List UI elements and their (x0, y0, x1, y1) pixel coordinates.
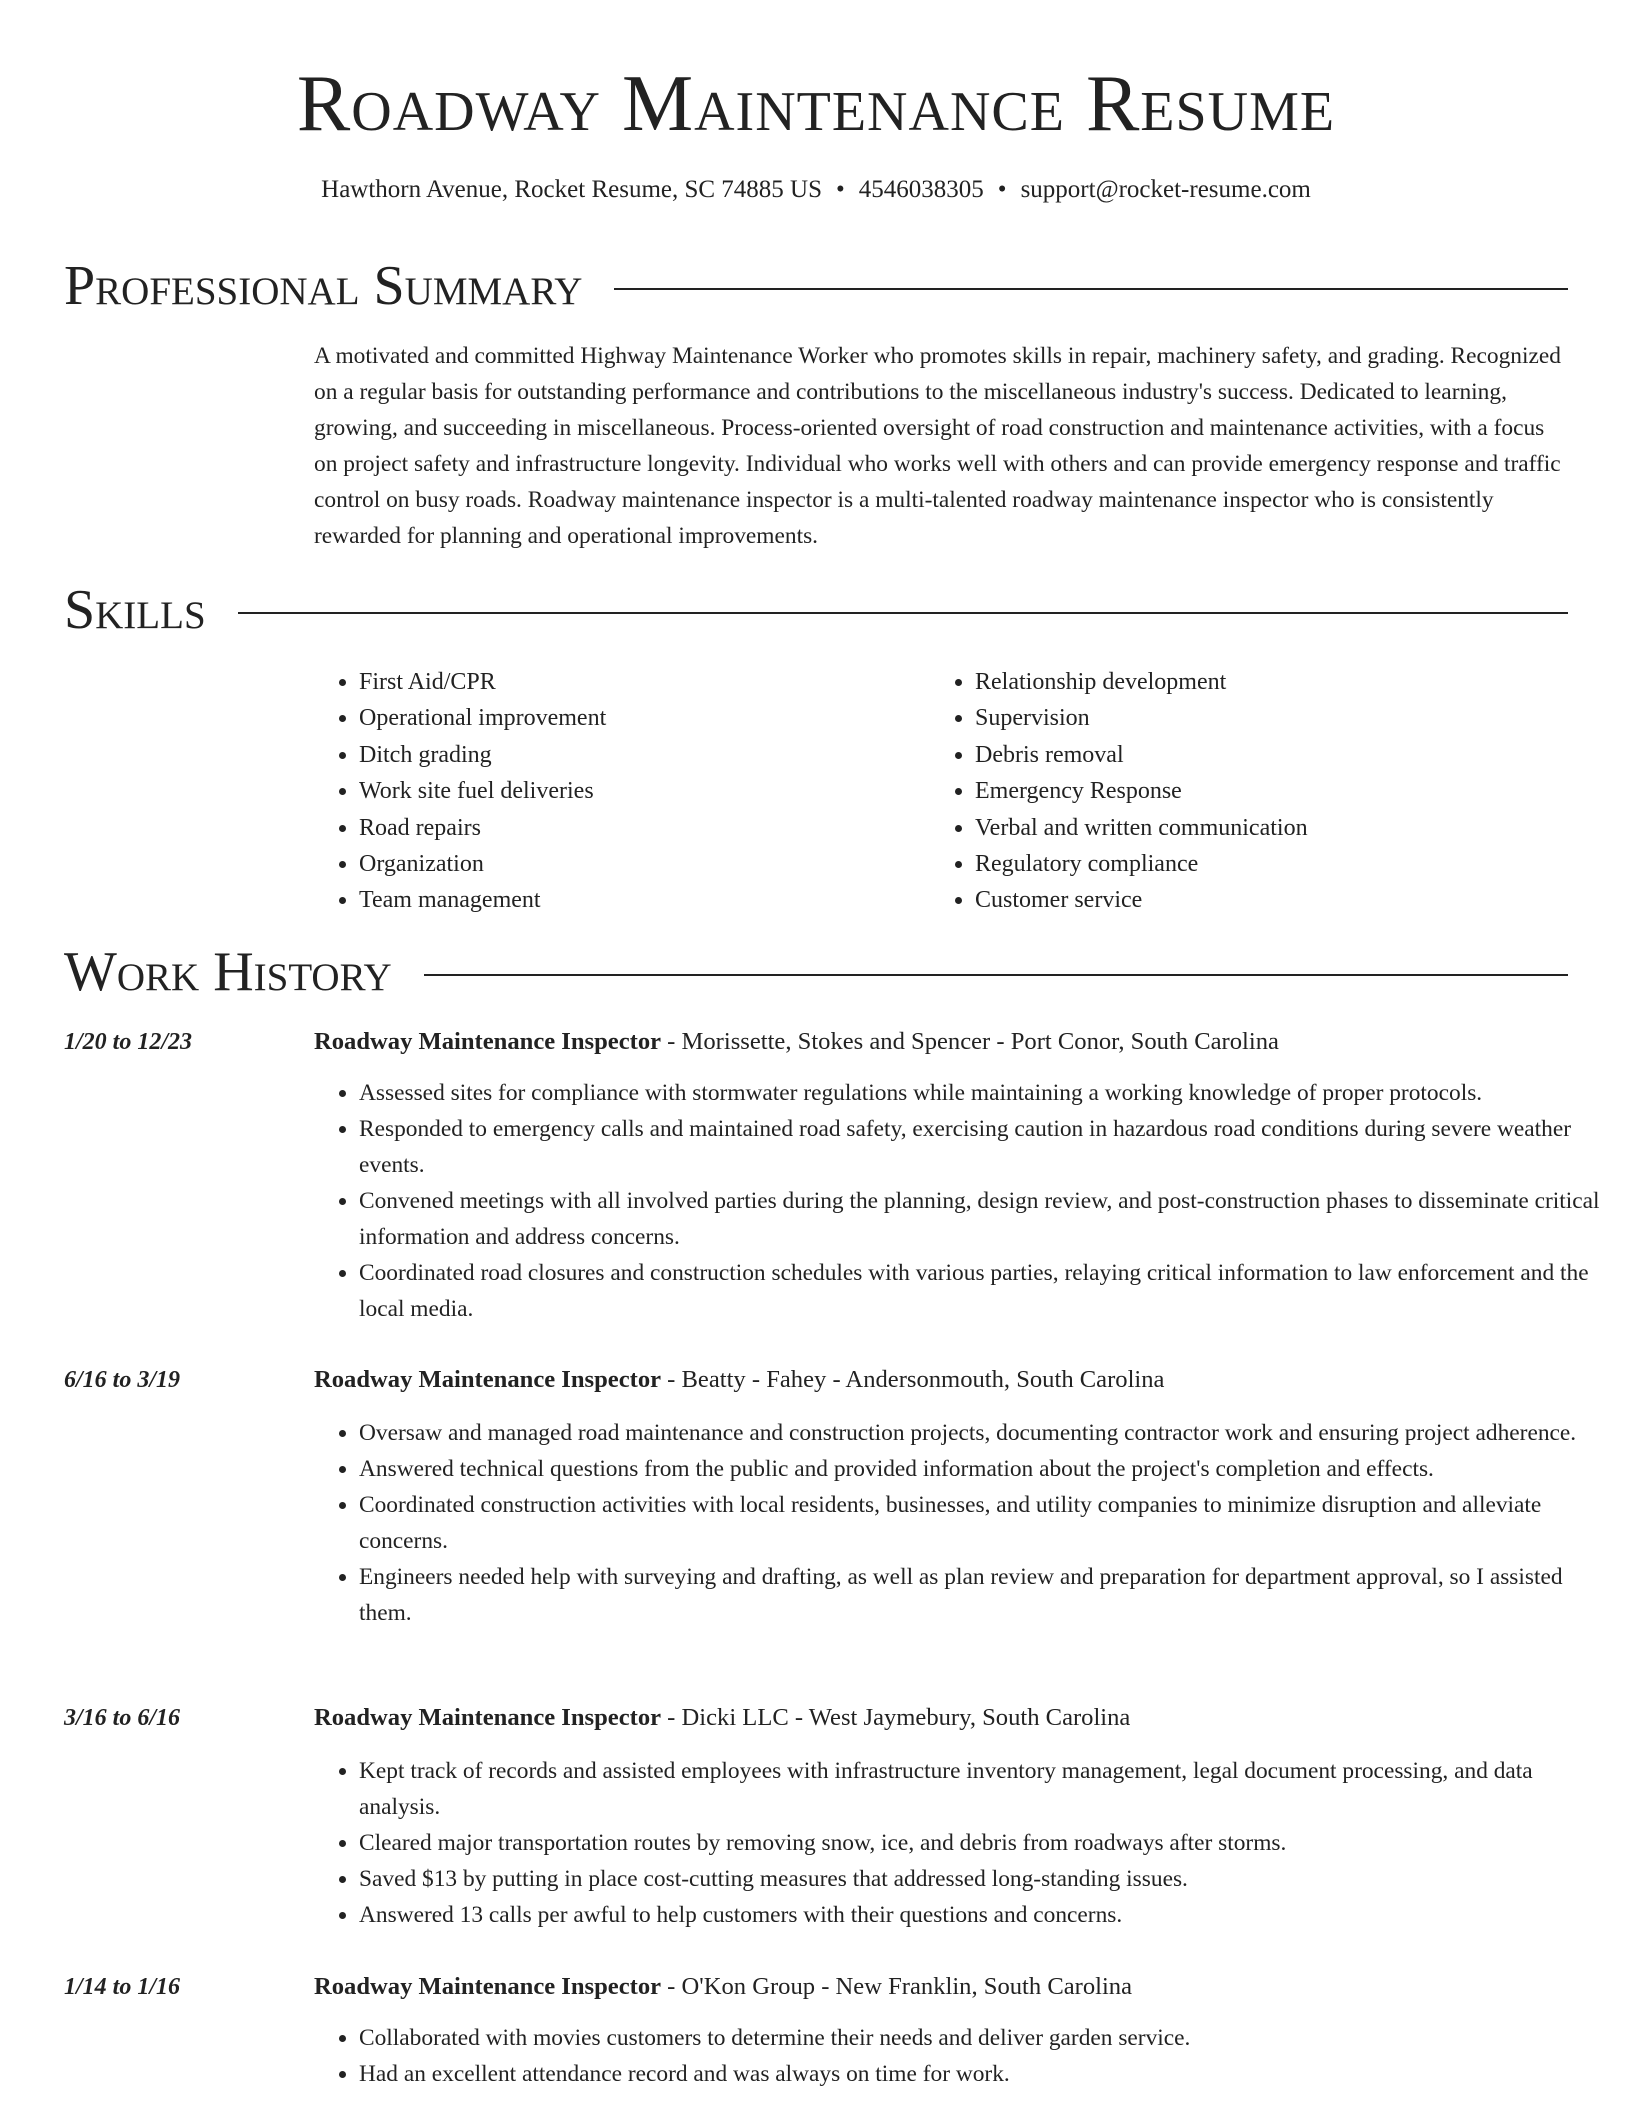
section-title: Work History (64, 941, 392, 1003)
job-dates: 1/14 to 1/16 (64, 1974, 181, 2000)
job-bullet: • Engineers needed help with surveying and drafting, as well as plan review and preparation for department approval, so I assisted them. (359, 1559, 1613, 1631)
skills-list-right (930, 664, 1595, 919)
skill-item: • Supervision (975, 700, 1595, 736)
skill-item: • Work site fuel deliveries (359, 773, 929, 809)
section-divider (614, 288, 1568, 290)
skill-item: • Verbal and written communication (975, 810, 1595, 846)
job-bullet: • Assessed sites for compliance with stormwater regulations while maintaining a working knowledge of proper protocols. (359, 1075, 1613, 1111)
job-bullet: • Cleared major transportation routes by removing snow, ice, and debris from roadways after storms. (359, 1825, 1613, 1861)
section-header-work (64, 940, 1568, 1004)
job-dates: 3/16 to 6/16 (64, 1705, 181, 1731)
skill-item: • Ditch grading (359, 737, 929, 773)
skill-item: • Regulatory compliance (975, 846, 1595, 882)
job-bullet-list (314, 1753, 1613, 1933)
summary-text: A motivated and committed Highway Maintenance Worker who promotes skills in repair, machinery safety, and grading. Recognized on a regular basis for outstanding performance and contributions to the miscellaneous industry's success. Dedicated to learning, growing, and succeeding in miscellaneous. Process-oriented oversight of road construction and maintenance activities, with a focus on project safety and infrastructure longevity. Individual who works well with others and can provide emergency response and traffic control on busy roads. Roadway maintenance inspector is a multi-talented roadway maintenance inspector who is consistently rewarded for planning and operational improvements. (314, 343, 1561, 549)
job-bullet-list (314, 1075, 1613, 1327)
job-bullet: • Had an excellent attendance record and was always on time for work. (359, 2056, 1613, 2092)
job-heading (314, 1702, 1568, 1734)
skills-list-left (314, 664, 929, 919)
contact-separator: • (836, 176, 845, 203)
skill-item: • First Aid/CPR (359, 664, 929, 700)
skill-item: • Relationship development (975, 664, 1595, 700)
contact-line (0, 174, 1632, 206)
section-header-skills (64, 578, 1568, 642)
job-bullet: • Answered technical questions from the public and provided information about the project's completion and effects. (359, 1451, 1613, 1487)
section-title: Skills (64, 579, 206, 641)
job-bullet: • Kept track of records and assisted employees with infrastructure inventory management, legal document processing, and data analysis. (359, 1753, 1613, 1825)
job-bullet: • Answered 13 calls per awful to help customers with their questions and concerns. (359, 1897, 1613, 1933)
section-header-summary (64, 254, 1568, 318)
job-bullet-list (314, 1415, 1613, 1631)
contact-phone: 4546038305 (858, 176, 984, 203)
contact-address: Hawthorn Avenue, Rocket Resume, SC 74885 US (321, 176, 823, 203)
skill-item: • Emergency Response (975, 773, 1595, 809)
job-role: Roadway Maintenance Inspector (314, 1366, 662, 1393)
job-bullet: • Responded to emergency calls and maintained road safety, exercising caution in hazardous road conditions during severe weather events. (359, 1111, 1613, 1183)
resume-title: Roadway Maintenance Resume (296, 60, 1336, 148)
skill-item: • Road repairs (359, 810, 929, 846)
job-bullet: • Coordinated construction activities with local residents, businesses, and utility companies to minimize disruption and alleviate concerns. (359, 1487, 1613, 1559)
job-heading (314, 1026, 1568, 1058)
job-role: Roadway Maintenance Inspector (314, 1704, 662, 1731)
job-details: - Dicki LLC - West Jaymebury, South Carolina (661, 1704, 1131, 1731)
skill-item: • Debris removal (975, 737, 1595, 773)
contact-email: support@rocket-resume.com (1020, 176, 1311, 203)
job-bullet: • Coordinated road closures and construction schedules with various parties, relaying critical information to law enforcement and the local media. (359, 1255, 1613, 1327)
job-dates: 1/20 to 12/23 (64, 1029, 193, 1055)
job-details: - Beatty - Fahey - Andersonmouth, South Carolina (661, 1366, 1165, 1393)
job-heading (314, 1971, 1568, 2003)
skill-item: • Organization (359, 846, 929, 882)
skill-item: • Team management (359, 882, 929, 918)
job-role: Roadway Maintenance Inspector (314, 1028, 662, 1055)
job-dates: 6/16 to 3/19 (64, 1367, 181, 1393)
contact-separator: • (997, 176, 1007, 203)
job-details: - O'Kon Group - New Franklin, South Carolina (661, 1973, 1132, 2000)
job-bullet: • Convened meetings with all involved parties during the planning, design review, and post-construction phases to disseminate critical information and address concerns. (359, 1183, 1613, 1255)
skill-item: • Customer service (975, 882, 1595, 918)
job-role: Roadway Maintenance Inspector (314, 1973, 662, 2000)
job-bullet: • Saved $13 by putting in place cost-cutting measures that addressed long-standing issues. (359, 1861, 1613, 1897)
section-divider (424, 974, 1568, 976)
skill-item: • Operational improvement (359, 700, 929, 736)
job-details: - Morissette, Stokes and Spencer - Port Conor, South Carolina (661, 1028, 1279, 1055)
job-heading (314, 1364, 1568, 1396)
job-bullet-list (314, 2020, 1613, 2092)
section-divider (238, 612, 1568, 614)
job-bullet: • Oversaw and managed road maintenance and construction projects, documenting contractor work and ensuring project adherence. (359, 1415, 1613, 1451)
job-bullet: • Collaborated with movies customers to determine their needs and deliver garden service. (359, 2020, 1613, 2056)
section-title: Professional Summary (64, 255, 583, 317)
